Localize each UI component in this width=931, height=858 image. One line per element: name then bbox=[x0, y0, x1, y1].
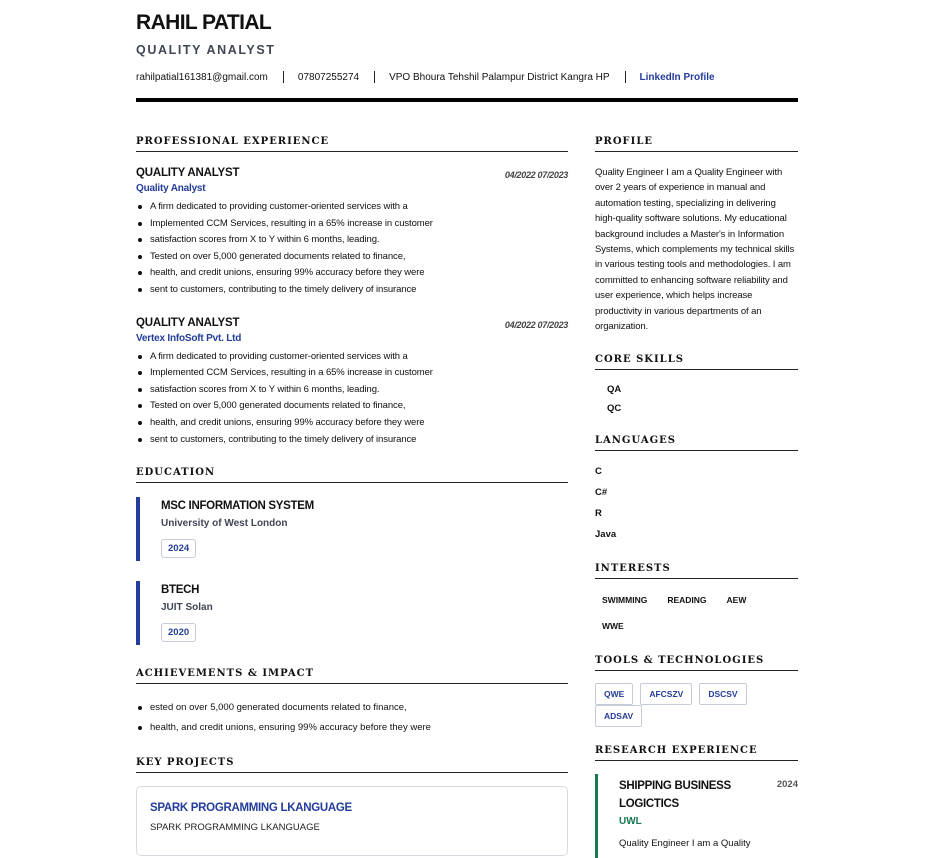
divider bbox=[625, 71, 626, 83]
interest-tag: AEW bbox=[726, 595, 747, 606]
bullet-item: Tested on over 5,000 generated documents related to finance, bbox=[136, 249, 568, 266]
research-description: Quality Engineer I am a Quality bbox=[619, 838, 751, 850]
language-item: Java bbox=[595, 529, 617, 541]
project-title: SPARK PROGRAMMING LKANGUAGE bbox=[150, 802, 352, 815]
language-item: C# bbox=[595, 487, 608, 499]
bullet-item: sent to customers, contributing to the timely delivery of insurance bbox=[136, 432, 568, 449]
candidate-name: RAHIL PATIAL bbox=[136, 11, 272, 34]
job-company: Vertex InfoSoft Pvt. Ltd bbox=[136, 332, 242, 344]
bullet-item: Implemented CCM Services, resulting in a 65% increase in customer bbox=[136, 365, 568, 382]
job-title: QUALITY ANALYST bbox=[136, 316, 240, 329]
tool-tag: QWE bbox=[595, 683, 633, 705]
tool-tag: AFCSZV bbox=[640, 683, 692, 705]
interests-list bbox=[595, 590, 765, 642]
job-entry bbox=[136, 167, 568, 299]
interest-tag: SWIMMING bbox=[602, 595, 648, 606]
section-heading-education: EDUCATION bbox=[136, 467, 568, 483]
tool-tag: ADSAV bbox=[595, 705, 642, 727]
bullet-item: health, and credit unions, ensuring 99% accuracy before they were bbox=[136, 265, 568, 282]
section-heading-skills: CORE SKILLS bbox=[595, 354, 798, 370]
education-year-badge: 2020 bbox=[161, 623, 196, 642]
project-subtitle: SPARK PROGRAMMING LKANGUAGE bbox=[150, 822, 320, 834]
education-entry bbox=[136, 581, 568, 645]
job-title: QUALITY ANALYST bbox=[136, 167, 240, 179]
education-entry bbox=[136, 497, 568, 561]
achievement-list bbox=[136, 698, 568, 738]
divider bbox=[374, 71, 375, 83]
achievement-item: ested on over 5,000 generated documents related to finance, bbox=[136, 698, 568, 718]
education-degree: BTECH bbox=[161, 584, 200, 597]
skill-item: QC bbox=[607, 403, 622, 415]
job-date: 04/2022 07/2023 bbox=[504, 319, 568, 330]
section-heading-projects: KEY PROJECTS bbox=[136, 757, 568, 773]
sidebar-column bbox=[595, 136, 798, 858]
education-year-badge: 2024 bbox=[161, 539, 196, 558]
research-year: 2024 bbox=[776, 779, 798, 791]
section-heading-languages: LANGUAGES bbox=[595, 435, 798, 451]
bullet-item: A firm dedicated to providing customer-oriented services with a bbox=[136, 349, 568, 366]
tools-list bbox=[595, 683, 798, 727]
candidate-title: QUALITY ANALYST bbox=[136, 43, 276, 57]
divider bbox=[283, 71, 284, 83]
job-company: Quality Analyst bbox=[136, 183, 206, 194]
bullet-item: Implemented CCM Services, resulting in a 65% increase in customer bbox=[136, 216, 568, 233]
tool-tag: DSCSV bbox=[699, 683, 746, 705]
linkedin-link[interactable]: LinkedIn Profile bbox=[639, 71, 715, 83]
education-degree: MSC INFORMATION SYSTEM bbox=[161, 500, 314, 513]
profile-summary: Quality Engineer I am a Quality Engineer with over 2 years of experience in manual and automation testing, specializing in delivering high-quality software solutions. My educational background includes a Master's in Information Systems, which complements my technical skills in various testing tools and methodologies. I am committed to enhancing software reliability and user experience, which helps increase productivity in various departments of an organization. bbox=[595, 167, 795, 333]
main-column bbox=[136, 136, 568, 856]
job-bullets bbox=[136, 349, 568, 449]
research-organization: UWL bbox=[619, 816, 642, 828]
header-rule bbox=[136, 98, 798, 102]
job-date: 04/2022 07/2023 bbox=[504, 170, 568, 180]
bullet-item: A firm dedicated to providing customer-oriented services with a bbox=[136, 199, 568, 216]
bullet-item: Tested on over 5,000 generated documents related to finance, bbox=[136, 398, 568, 415]
bullet-item: sent to customers, contributing to the timely delivery of insurance bbox=[136, 282, 568, 299]
resume-page bbox=[136, 0, 798, 858]
section-heading-profile: PROFILE bbox=[595, 136, 798, 152]
skill-item: QA bbox=[607, 384, 622, 396]
email-text[interactable]: rahilpatial161381@gmail.com bbox=[136, 71, 268, 83]
language-item: C bbox=[595, 466, 602, 478]
achievement-item: health, and credit unions, ensuring 99% accuracy before they were bbox=[136, 718, 568, 738]
bullet-item: health, and credit unions, ensuring 99% accuracy before they were bbox=[136, 415, 568, 432]
job-bullets bbox=[136, 199, 568, 299]
contact-bar bbox=[136, 71, 798, 83]
interest-tag: WWE bbox=[602, 621, 624, 632]
language-item: R bbox=[595, 508, 602, 520]
skills-list bbox=[595, 380, 798, 418]
job-entry bbox=[136, 317, 568, 449]
phone-text[interactable]: 07807255274 bbox=[297, 71, 360, 83]
bullet-item: satisfaction scores from X to Y within 6 months, leading. bbox=[136, 232, 568, 249]
research-title: SHIPPING BUSINESS LOGICTICS bbox=[619, 780, 731, 811]
section-heading-research: RESEARCH EXPERIENCE bbox=[595, 745, 798, 761]
bullet-item: satisfaction scores from X to Y within 6 months, leading. bbox=[136, 382, 568, 399]
section-heading-achievements: ACHIEVEMENTS & IMPACT bbox=[136, 668, 568, 684]
section-heading-interests: INTERESTS bbox=[595, 563, 798, 579]
project-card bbox=[136, 786, 568, 856]
section-heading-tools: TOOLS & TECHNOLOGIES bbox=[595, 655, 798, 671]
education-school: JUIT Solan bbox=[161, 602, 213, 614]
languages-list bbox=[595, 461, 798, 545]
education-school: University of West London bbox=[161, 518, 288, 530]
research-entry bbox=[595, 774, 798, 858]
address-text: VPO Bhoura Tehshil Palampur District Kangra HP bbox=[389, 71, 610, 83]
section-heading-experience: PROFESSIONAL EXPERIENCE bbox=[136, 136, 568, 152]
interest-tag: READING bbox=[667, 595, 707, 606]
